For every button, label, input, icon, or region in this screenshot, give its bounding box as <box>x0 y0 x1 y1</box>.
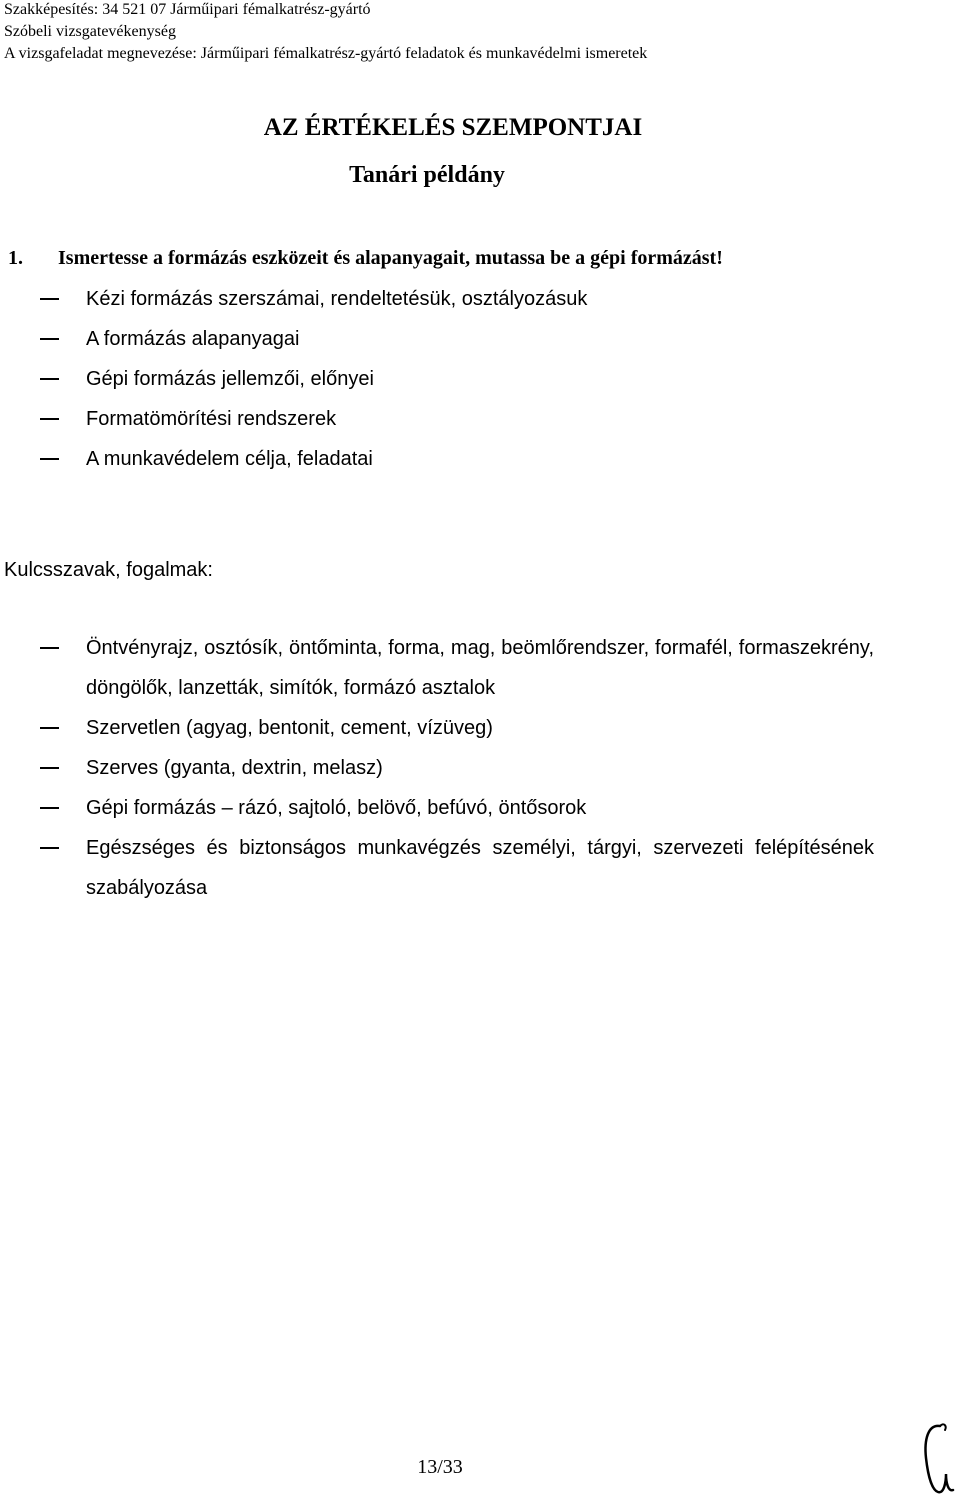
keywords-label: Kulcsszavak, fogalmak: <box>4 559 213 581</box>
page-number: 13/33 <box>417 1456 463 1478</box>
question <box>8 247 723 270</box>
dash-bullet <box>40 727 59 729</box>
question-number: 1. <box>8 247 23 269</box>
topic-text: Kézi formázás szerszámai, rendeltetésük, osztályozásuk <box>86 288 588 310</box>
list-item <box>0 279 960 319</box>
keyword-text: Szerves (gyanta, dextrin, melasz) <box>86 757 383 779</box>
list-item <box>0 439 960 479</box>
keyword-list <box>0 628 960 908</box>
topic-text: A munkavédelem célja, feladatai <box>86 448 373 470</box>
list-item <box>0 399 960 439</box>
page-title: AZ ÉRTÉKELÉS SZEMPONTJAI <box>263 114 643 141</box>
dash-bullet <box>40 807 59 809</box>
signature-mark <box>920 1420 956 1498</box>
topic-text: Gépi formázás jellemzői, előnyei <box>86 368 374 390</box>
question-text: Ismertesse a formázás eszközeit és alapanyagait, mutassa be a gépi formázást! <box>58 247 723 269</box>
keyword-text: Egészséges és biztonságos munkavégzés személyi, tárgyi, szervezeti felépítésének szabályozása <box>86 837 874 899</box>
topic-list <box>0 279 960 479</box>
dash-bullet <box>40 647 59 649</box>
list-item <box>0 788 960 828</box>
list-item <box>0 748 960 788</box>
topic-text: Formatömörítési rendszerek <box>86 408 337 430</box>
keyword-text: Szervetlen (agyag, bentonit, cement, vízüveg) <box>86 717 493 739</box>
topic-text: A formázás alapanyagai <box>86 328 300 350</box>
list-item <box>0 319 960 359</box>
header-line-1: Szakképesítés: 34 521 07 Járműipari fémalkatrész-gyártó <box>4 1 371 18</box>
keyword-text: Öntvényrajz, osztósík, öntőminta, forma, mag, beömlőrendszer, formafél, formaszekrény, döngölők, lanzetták, simítók, formázó asztalok <box>86 637 874 699</box>
header-line-3: A vizsgafeladat megnevezése: Járműipari fémalkatrész-gyártó feladatok és munkavédelmi ismeretek <box>4 45 648 62</box>
list-item <box>0 359 960 399</box>
dash-bullet <box>40 418 59 420</box>
dash-bullet <box>40 378 59 380</box>
dash-bullet <box>40 847 59 849</box>
list-item <box>0 708 960 748</box>
dash-bullet <box>40 458 59 460</box>
dash-bullet <box>40 338 59 340</box>
keyword-text: Gépi formázás – rázó, sajtoló, belövő, befúvó, öntősorok <box>86 797 587 819</box>
header-line-2: Szóbeli vizsgatevékenység <box>4 23 176 40</box>
dash-bullet <box>40 767 59 769</box>
page-subtitle: Tanári példány <box>349 162 505 188</box>
dash-bullet <box>40 298 59 300</box>
list-item <box>0 828 960 908</box>
list-item <box>0 628 960 708</box>
